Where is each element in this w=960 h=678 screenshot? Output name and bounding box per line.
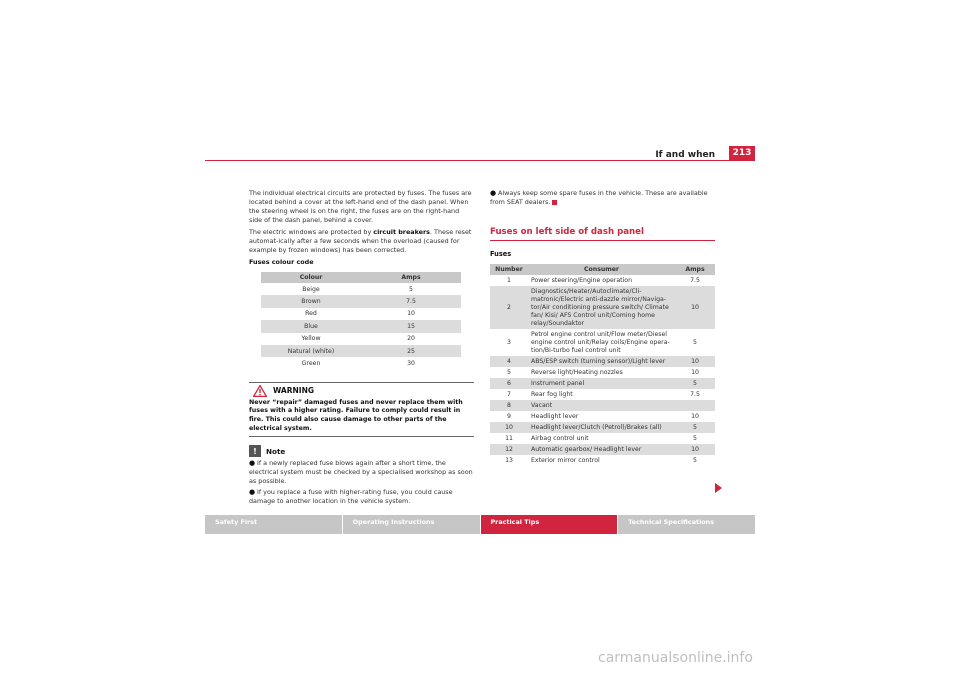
table-header-row <box>261 272 461 283</box>
column-header-amps: Amps <box>361 272 461 283</box>
warning-box <box>249 382 474 437</box>
warning-text: Never “repair” damaged fuses and never replace them with fuses with a higher rating. Failure to comply could result in fire. This could also cause damage to other parts of the electrical system. <box>249 398 463 432</box>
column-header-number: Number <box>490 264 528 275</box>
page-number: 213 <box>729 146 755 161</box>
consumer-cell: Power steering/Engine operation <box>531 276 633 284</box>
fuse-number-cell: 8 <box>490 400 528 411</box>
colour-cell: Beige <box>302 285 320 293</box>
table-row <box>490 367 715 378</box>
section-title: Fuses on left side of dash panel <box>490 228 715 241</box>
exclamation-icon: ! <box>249 445 261 457</box>
note-title: Note <box>266 446 286 456</box>
footer-chapter-tabs <box>205 515 755 534</box>
fuse-number-cell: 7 <box>507 390 511 398</box>
fuse-number-cell: 10 <box>490 422 528 433</box>
fuse-number-cell: 3 <box>507 338 511 346</box>
consumer-cell: Reverse light/Heating nozzles <box>531 368 623 376</box>
consumer-cell: Instrument panel <box>528 378 675 389</box>
spare-fuses-bullet: ● Always keep some spare fuses in the vehicle. These are available from SEAT dealers. <box>490 189 708 206</box>
fuse-colour-table <box>261 272 461 370</box>
column-header-consumer: Consumer <box>528 264 675 275</box>
fuse-allocation-table <box>490 264 715 466</box>
circuit-breaker-paragraph: The electric windows are protected by circuit breakers. These reset automat-ically after a few seconds when the overload (caused for example by frozen windows) has been corrected. <box>249 228 472 254</box>
bullet-icon: ● <box>249 488 256 497</box>
fuse-number-cell: 2 <box>490 286 528 329</box>
right-column <box>490 189 715 466</box>
amps-cell: 10 <box>675 356 715 367</box>
consumer-cell: Automatic gearbox/ Headlight lever <box>528 444 675 455</box>
fuse-number-cell: 6 <box>490 378 528 389</box>
warning-heading <box>249 385 474 397</box>
colour-cell: Green <box>301 360 321 368</box>
amps-cell: 20 <box>407 335 415 343</box>
table-row <box>261 333 461 345</box>
warning-title: WARNING <box>273 386 315 396</box>
note-bullet: ● If a newly replaced fuse blows again after a short time, the electrical system must be checked by a specialised workshop as soon as possible. <box>249 459 473 486</box>
table-row <box>490 356 715 367</box>
watermark: carmanualsonline.info <box>598 650 753 666</box>
intro-paragraph: The individual electrical circuits are protected by fuses. The fuses are located behind a cover at the left-hand end of the dash panel. When the steering wheel is on the right, the fuses are on the right-hand side of the dash panel, behind a cover. <box>249 189 472 224</box>
amps-cell: 5 <box>675 378 715 389</box>
fuse-number-cell: 1 <box>507 276 511 284</box>
continue-arrow-icon <box>715 483 722 493</box>
consumer-cell: Rear fog light <box>531 390 573 398</box>
amps-cell: 5 <box>693 456 697 464</box>
amps-cell: 5 <box>693 338 697 346</box>
amps-cell: 10 <box>675 286 715 329</box>
colour-code-heading: Fuses colour code <box>249 258 314 266</box>
tab-operating-instructions[interactable]: Operating Instructions <box>343 515 480 534</box>
circuit-breakers-term: circuit breakers <box>373 228 430 236</box>
table-row <box>261 357 461 369</box>
fuse-number-cell: 11 <box>505 434 513 442</box>
colour-cell: Red <box>305 310 317 318</box>
fuse-number-cell: 5 <box>507 368 511 376</box>
consumer-cell: Diagnostics/Heater/Autoclimate/Cli-matronic/Electric anti-dazzle mirror/Naviga-tor/Air conditioning pressure switch/ Climate fan/ Kisi/ AFS Control unit/Coming home relay/Soundaktor <box>528 286 675 329</box>
warning-triangle-icon <box>253 385 267 397</box>
colour-cell: Brown <box>261 295 361 307</box>
amps-cell: 7.5 <box>690 276 700 284</box>
note-heading <box>249 445 474 457</box>
table-header-row <box>490 264 715 275</box>
column-header-amps: Amps <box>675 264 715 275</box>
tab-safety-first[interactable]: Safety First <box>205 515 342 534</box>
table-row <box>261 320 461 332</box>
header-rule <box>205 160 755 161</box>
note-bullet: ● If you replace a fuse with higher-rating fuse, you could cause damage to another location in the vehicle system. <box>249 488 453 506</box>
table-row <box>261 345 461 357</box>
amps-cell <box>675 400 715 411</box>
table-row <box>490 329 715 356</box>
table-row <box>490 455 715 466</box>
consumer-cell: Headlight lever/Clutch (Petrol)/Brakes (all) <box>528 422 675 433</box>
fuse-number-cell: 4 <box>490 356 528 367</box>
consumer-cell: Petrol engine control unit/Flow meter/Diesel engine control unit/Relay coils/Engine opera-tion/Bi-turbo fuel control unit <box>531 330 670 354</box>
table-row <box>490 275 715 286</box>
bullet-icon: ● <box>249 459 256 468</box>
consumer-cell: Exterior mirror control <box>531 456 600 464</box>
amps-cell: 25 <box>361 345 461 357</box>
colour-cell: Natural (white) <box>261 345 361 357</box>
consumer-cell: Vacant <box>528 400 675 411</box>
left-column <box>249 189 474 508</box>
table-row <box>261 308 461 320</box>
consumer-cell: ABS/ESP switch (turning sensor)/Light lever <box>528 356 675 367</box>
running-title: If and when <box>655 150 715 160</box>
amps-cell: 5 <box>693 434 697 442</box>
amps-cell: 5 <box>409 285 413 293</box>
consumer-cell: Airbag control unit <box>531 434 589 442</box>
column-header-colour: Colour <box>261 272 361 283</box>
amps-cell: 10 <box>675 444 715 455</box>
table-row <box>490 286 715 329</box>
end-of-section-icon <box>552 200 557 205</box>
amps-cell: 15 <box>361 320 461 332</box>
amps-cell: 10 <box>691 368 699 376</box>
fuse-number-cell: 13 <box>505 456 513 464</box>
fuse-number-cell: 9 <box>507 412 511 420</box>
tab-practical-tips[interactable]: Practical Tips <box>481 515 618 534</box>
table-row <box>490 411 715 422</box>
fuse-number-cell: 12 <box>490 444 528 455</box>
table-row <box>490 422 715 433</box>
table-row <box>490 400 715 411</box>
amps-cell: 5 <box>675 422 715 433</box>
fuses-label: Fuses <box>490 250 512 258</box>
amps-cell: 10 <box>691 412 699 420</box>
bullet-icon: ● <box>490 189 497 197</box>
consumer-cell: Headlight lever <box>531 412 579 420</box>
table-row <box>490 444 715 455</box>
amps-cell: 7.5 <box>361 295 461 307</box>
amps-cell: 7.5 <box>690 390 700 398</box>
amps-cell: 10 <box>407 310 415 318</box>
table-row <box>261 295 461 307</box>
table-row <box>261 283 461 295</box>
amps-cell: 30 <box>407 360 415 368</box>
colour-cell: Yellow <box>301 335 321 343</box>
table-row <box>490 433 715 444</box>
table-row <box>490 378 715 389</box>
tab-technical-specifications[interactable]: Technical Specifications <box>618 515 755 534</box>
colour-cell: Blue <box>261 320 361 332</box>
table-row <box>490 389 715 400</box>
